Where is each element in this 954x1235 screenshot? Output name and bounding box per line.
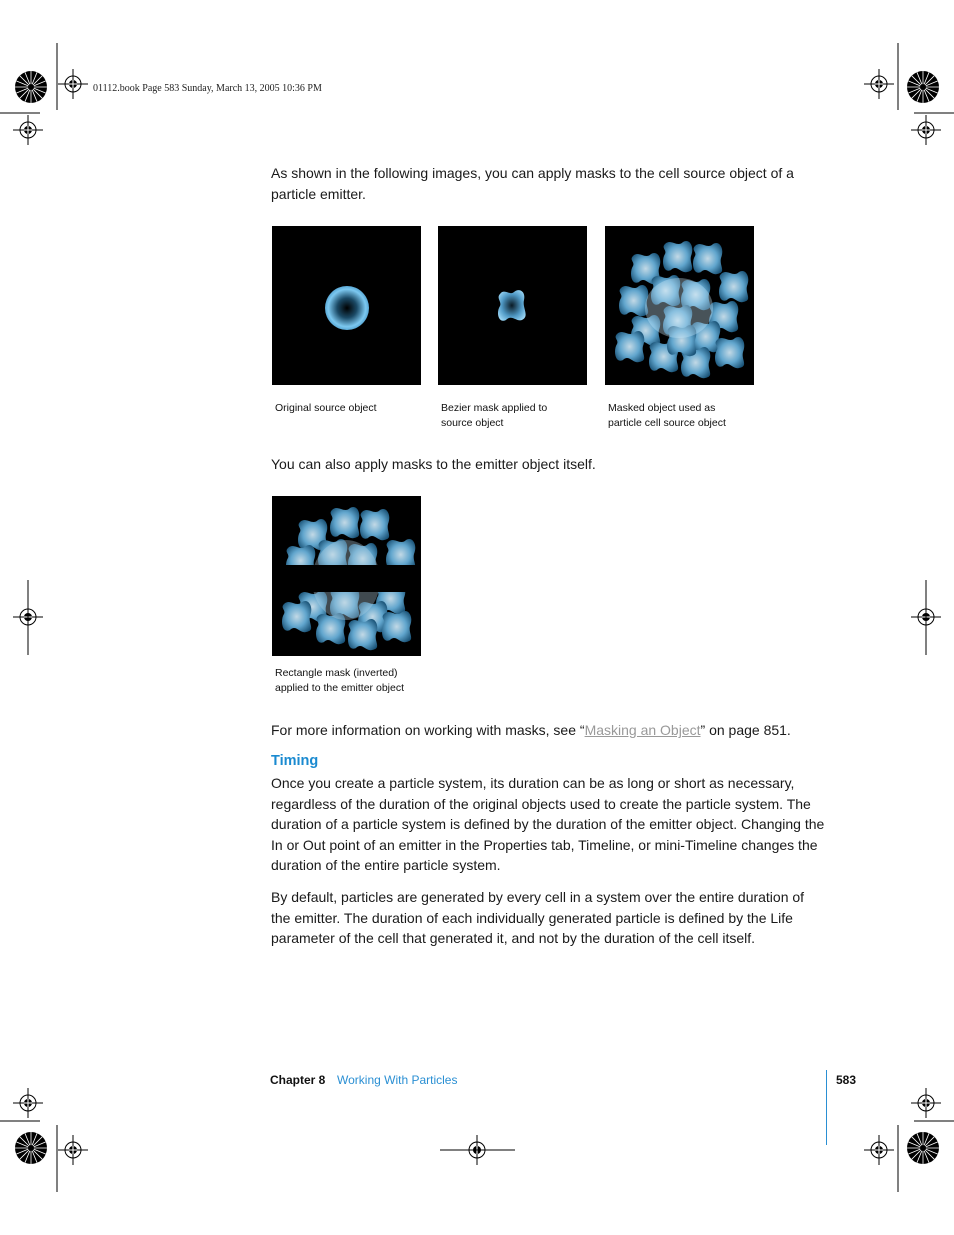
caption-original-source (275, 401, 425, 416)
caption-line: source object (441, 417, 504, 429)
section-heading: Timing (271, 753, 319, 769)
caption-masked-particles (608, 401, 758, 431)
caption-line: Original source object (275, 402, 377, 414)
caption-bezier-mask (441, 401, 591, 431)
masking-an-object-link[interactable]: Masking an Object (584, 722, 701, 738)
footer-chapter-title: Working With Particles (337, 1073, 458, 1087)
figure-masked-particles (605, 226, 754, 385)
more-info-paragraph (271, 720, 831, 741)
caption-line: applied to the emitter object (275, 682, 404, 694)
figure-rectangle-mask (272, 496, 421, 656)
figure-bezier-mask (438, 226, 587, 385)
timing-paragraph-2: By default, particles are generated by every cell in a system over the entire duration of the emitter. The duration of each individually generated particle is defined by the Life parameter of the cell that generated it, and not by the duration of the cell itself. (271, 889, 805, 946)
figure-original-source (272, 226, 421, 385)
footer-rule (826, 1070, 827, 1145)
caption-line: particle cell source object (608, 417, 726, 429)
emitter-paragraph: You can also apply masks to the emitter object itself. (271, 456, 596, 472)
caption-line: Bezier mask applied to (441, 402, 548, 414)
caption-line: Masked object used as (608, 402, 716, 414)
more-info-text: For more information on working with masks, see “ (271, 722, 585, 738)
timing-paragraph-1: Once you create a particle system, its duration can be as long or short as necessary, regardless of the duration of the original objects used to create the particle system. The duration of a particle system is defined by the duration of the emitter object. Changing the In or Out point of an emitter in the Properties tab, Timeline, or mini-Timeline changes the duration of the entire particle system. (271, 775, 825, 873)
footer-chapter: Chapter 8 (270, 1073, 326, 1087)
caption-line: Rectangle mask (inverted) (275, 667, 398, 679)
more-info-text: ” on page 851. (700, 722, 791, 738)
intro-paragraph: As shown in the following images, you can apply masks to the cell source object of a particle emitter. (271, 165, 794, 202)
print-slug: 01112.book Page 583 Sunday, March 13, 2005 10:36 PM (93, 83, 322, 94)
caption-rectangle-mask (275, 666, 435, 696)
page-number: 583 (836, 1073, 857, 1087)
